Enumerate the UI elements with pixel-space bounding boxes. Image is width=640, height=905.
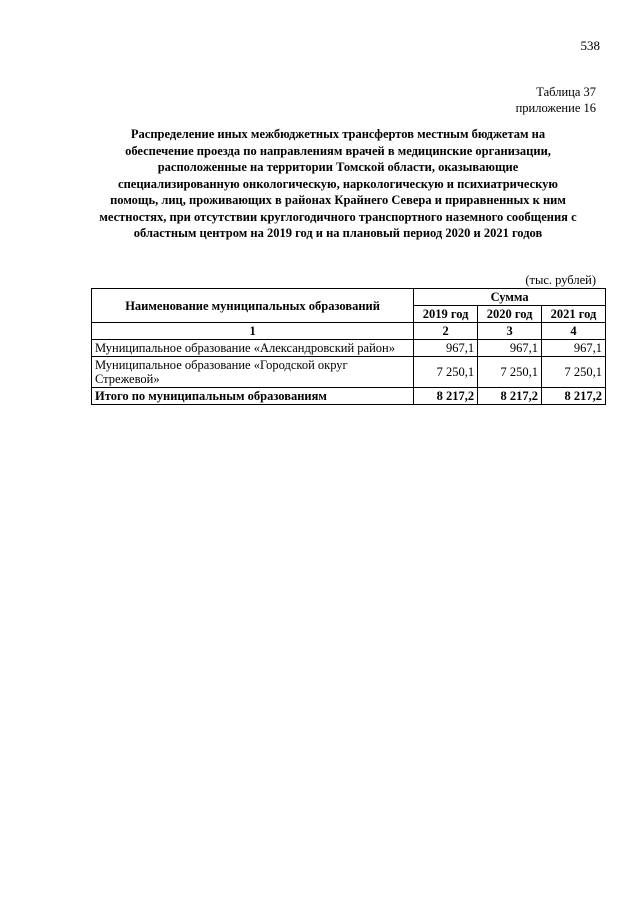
row-value-2021: 7 250,1: [542, 357, 606, 388]
header-sum: Сумма: [414, 289, 606, 306]
row-value-2020: 967,1: [478, 340, 542, 357]
table-number: Таблица 37: [536, 85, 596, 99]
header-year-2020: 2020 год: [478, 306, 542, 323]
header-year-2019: 2019 год: [414, 306, 478, 323]
document-title: Распределение иных межбюджетных трансфертов местным бюджетам на обеспечение проезда по направлениям врачей в медицинские организации, расположенные на территории Томской области, оказывающие специализированную онкологическую, наркологическую и психиатрическую помощь, лиц, проживающих в районах Крайнего Севера и приравненных к ним местностях, при отсутствии круглогодичного транспортного наземного сообщения с областным центром на 2019 год и на плановый период 2020 и 2021 годов: [99, 127, 577, 240]
row-value-2020: 7 250,1: [478, 357, 542, 388]
col-number-2: 2: [414, 323, 478, 340]
col-number-4: 4: [542, 323, 606, 340]
units-label: (тыс. рублей): [525, 273, 596, 287]
header-row: [92, 289, 606, 306]
row-value-2021: 967,1: [542, 340, 606, 357]
transfers-table: [91, 288, 606, 405]
col-number-1: 1: [92, 323, 414, 340]
total-value-2019: 8 217,2: [414, 388, 478, 405]
total-value-2021: 8 217,2: [542, 388, 606, 405]
total-row: [92, 388, 606, 405]
header-year-2021: 2021 год: [542, 306, 606, 323]
row-name: Муниципальное образование «Городской округ Стрежевой»: [92, 357, 414, 388]
table-reference: [516, 84, 596, 116]
total-name: Итого по муниципальным образованиям: [92, 388, 414, 405]
header-name: Наименование муниципальных образований: [92, 289, 414, 323]
table-row: [92, 357, 606, 388]
row-name: Муниципальное образование «Александровский район»: [92, 340, 414, 357]
table-row: [92, 340, 606, 357]
total-value-2020: 8 217,2: [478, 388, 542, 405]
row-value-2019: 7 250,1: [414, 357, 478, 388]
page-number: 538: [580, 38, 600, 53]
col-number-3: 3: [478, 323, 542, 340]
column-numbers-row: [92, 323, 606, 340]
row-value-2019: 967,1: [414, 340, 478, 357]
appendix-number: приложение 16: [515, 101, 596, 115]
